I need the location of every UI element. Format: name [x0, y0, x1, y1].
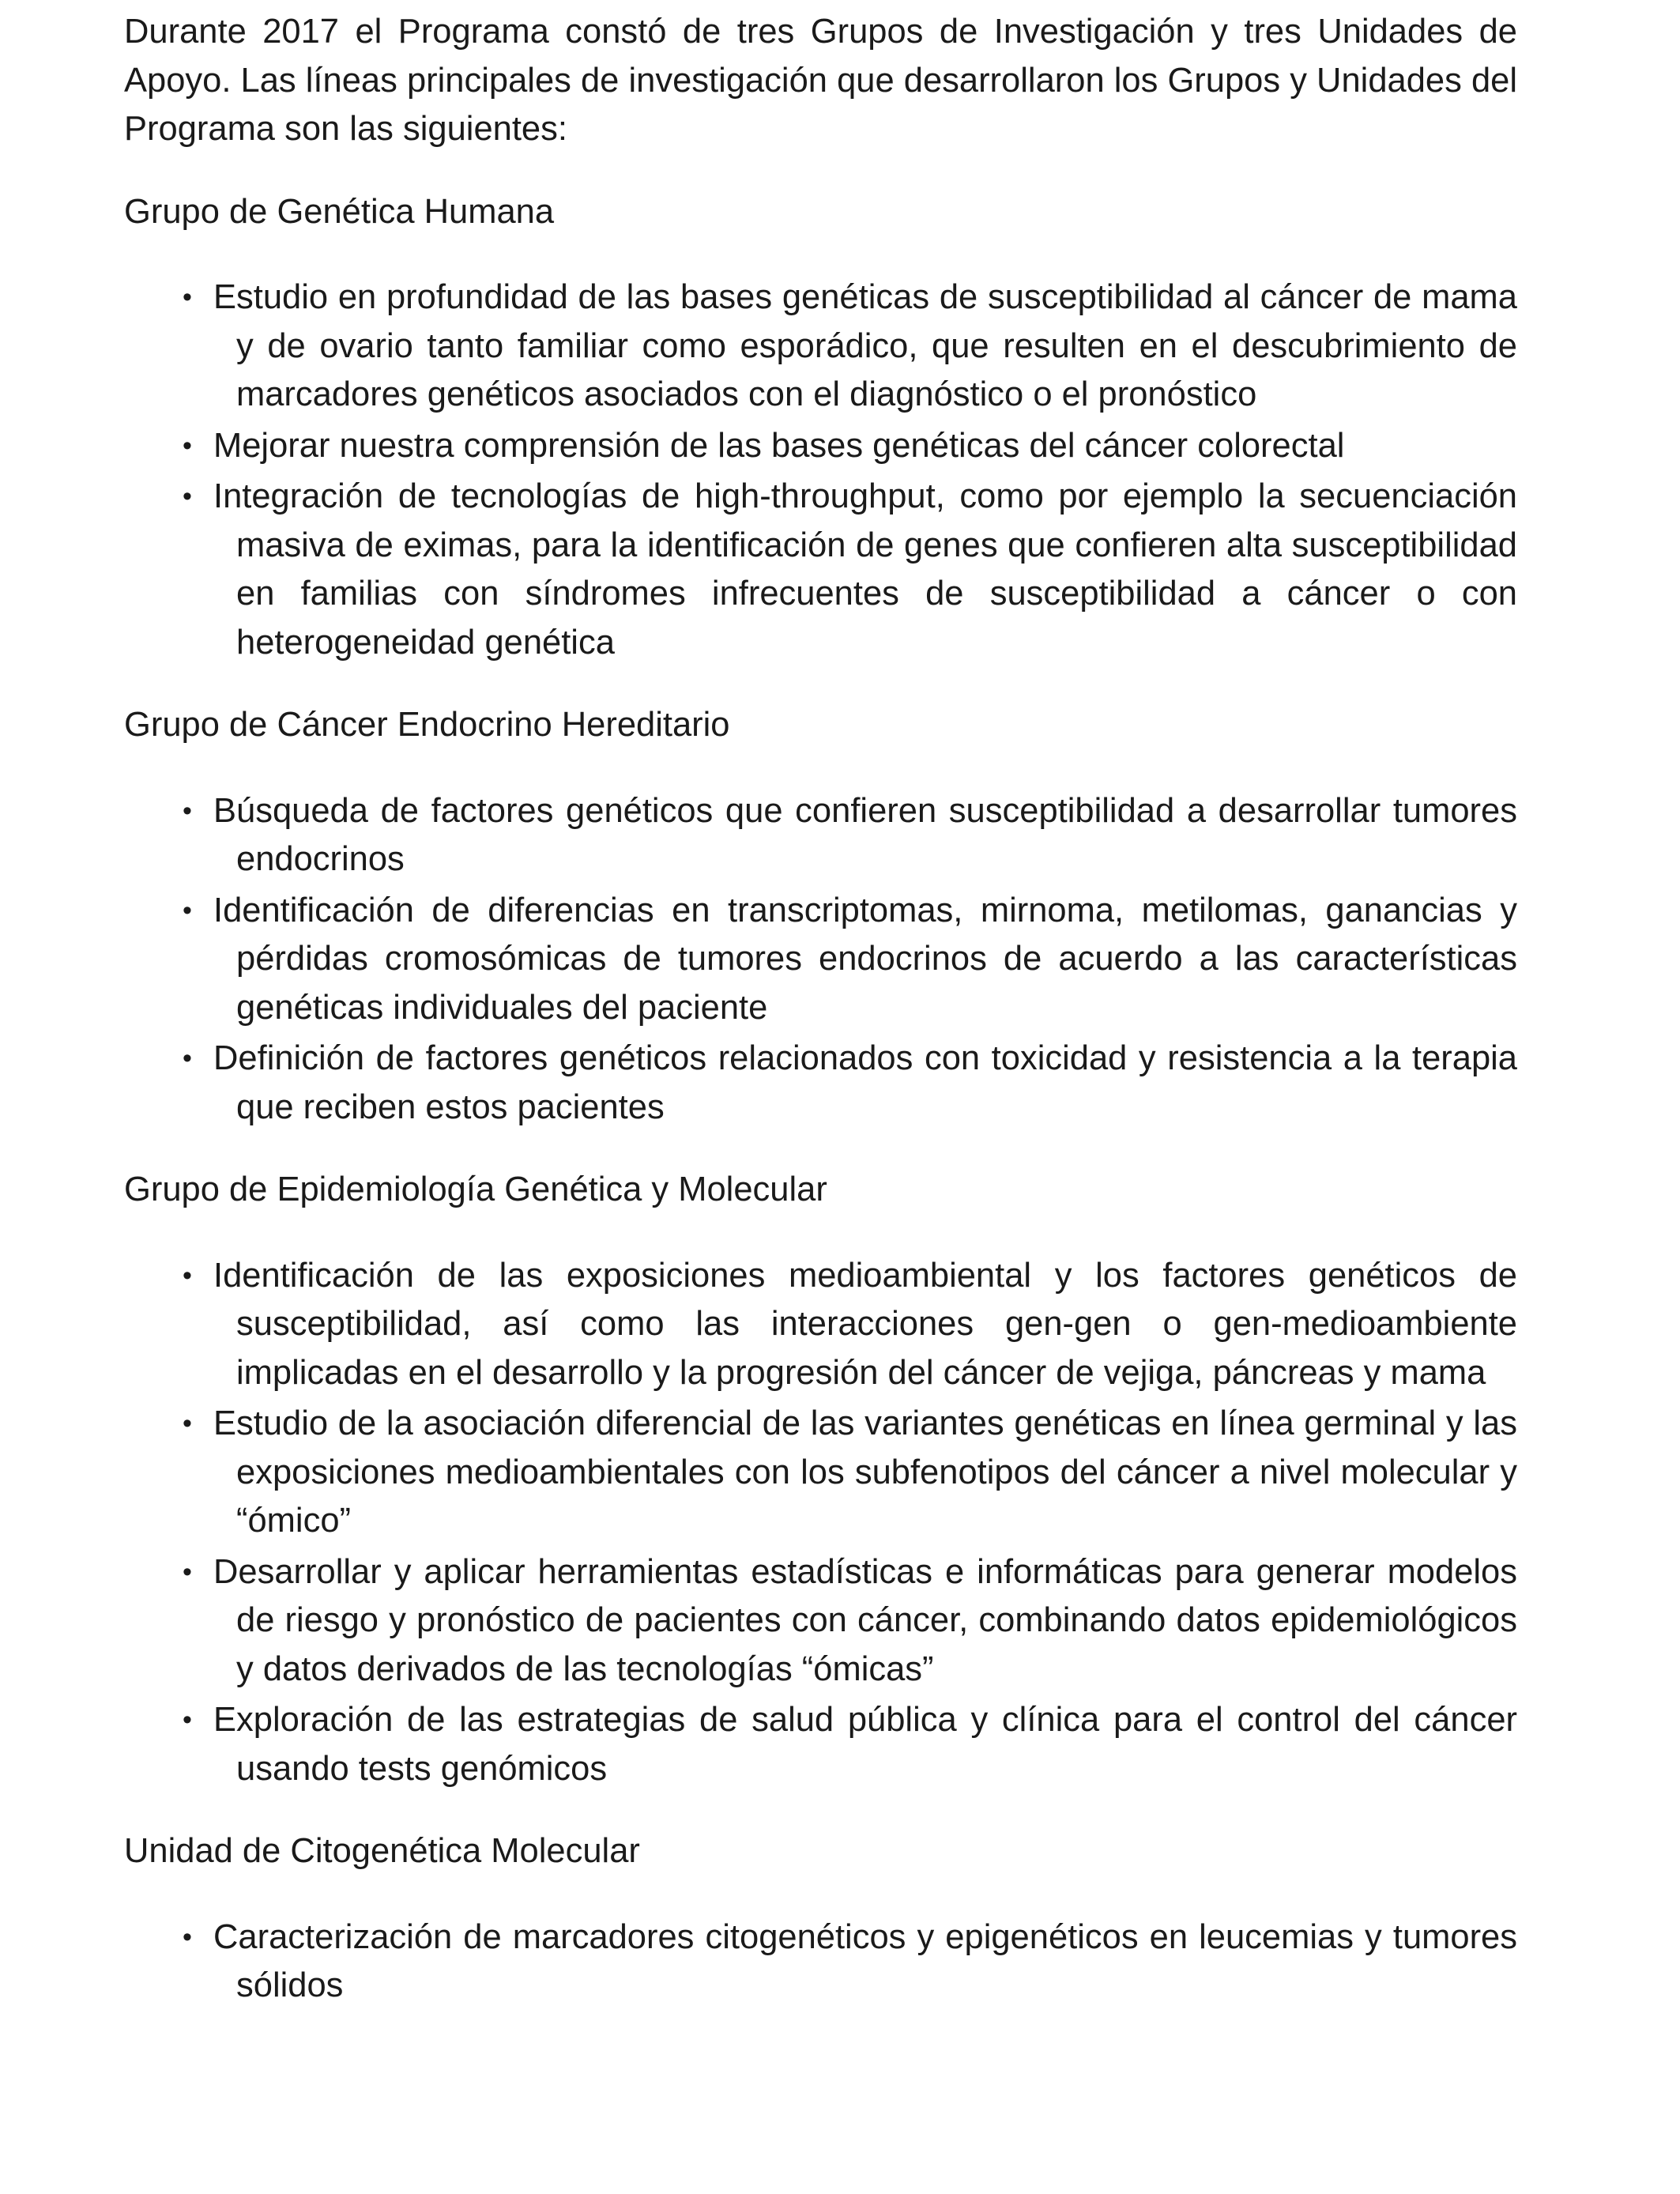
list-item: • Mejorar nuestra comprensión de las bases genéticas del cáncer colorectal [124, 422, 1517, 471]
list-item: • Caracterización de marcadores citogenéticos y epigenéticos en leucemias y tumores sólidos [124, 1913, 1517, 2011]
bullet-list-genetica-humana [124, 273, 1517, 667]
list-item: • Desarrollar y aplicar herramientas estadísticas e informáticas para generar modelos de riesgo y pronóstico de pacientes con cáncer, combinando datos epidemiológicos y datos derivados de las tecnologías “ómicas” [124, 1548, 1517, 1695]
list-item: • Definición de factores genéticos relacionados con toxicidad y resistencia a la terapia que reciben estos pacientes [124, 1035, 1517, 1132]
section-heading-epidemiologia: Grupo de Epidemiología Genética y Molecular [124, 1171, 827, 1208]
list-item: • Estudio en profundidad de las bases genéticas de susceptibilidad al cáncer de mama y de ovario tanto familiar como esporádico, que resulten en el descubrimiento de marcadores genéticos asociados con el diagnóstico o el pronóstico [124, 273, 1517, 420]
bullet-icon [183, 887, 198, 936]
bullet-list-cancer-endocrino [124, 787, 1517, 1133]
list-item: • Identificación de las exposiciones medioambiental y los factores genéticos de susceptibilidad, así como las interacciones gen-gen o gen-medioambiente implicadas en el desarrollo y la progresión del cáncer de vejiga, páncreas y mama [124, 1252, 1517, 1398]
bullet-list-citogenetica [124, 1913, 1517, 2011]
list-item: • Identificación de diferencias en transcriptomas, mirnoma, metilomas, ganancias y pérdidas cromosómicas de tumores endocrinos de acuerdo a las características genéticas individuales del paciente [124, 887, 1517, 1033]
section-heading-citogenetica: Unidad de Citogenética Molecular [124, 1832, 640, 1870]
bullet-icon [183, 422, 198, 471]
document-page [124, 8, 1517, 2013]
bullet-icon [183, 273, 198, 322]
bullet-icon [183, 1400, 198, 1449]
list-item: • Exploración de las estrategias de salud pública y clínica para el control del cáncer usando tests genómicos [124, 1696, 1517, 1793]
bullet-icon [183, 1696, 198, 1745]
bullet-icon [183, 473, 198, 522]
section-heading-genetica-humana: Grupo de Genética Humana [124, 192, 555, 231]
list-item: • Estudio de la asociación diferencial de las variantes genéticas en línea germinal y las exposiciones medioambientales con los subfenotipos del cáncer a nivel molecular y “ómico” [124, 1400, 1517, 1546]
section-heading-cancer-endocrino: Grupo de Cáncer Endocrino Hereditario [124, 706, 730, 744]
bullet-icon [183, 1252, 198, 1301]
list-item: • Búsqueda de factores genéticos que confieren susceptibilidad a desarrollar tumores endocrinos [124, 787, 1517, 884]
bullet-icon [183, 1548, 198, 1597]
bullet-icon [183, 1035, 198, 1084]
intro-paragraph: Durante 2017 el Programa constó de tres Grupos de Investigación y tres Unidades de Apoyo. Las líneas principales de investigación que desarrollaron los Grupos y Unidades del Programa son las siguientes: [124, 13, 1517, 148]
list-item: • Integración de tecnologías de high-throughput, como por ejemplo la secuenciación masiva de eximas, para la identificación de genes que confieren alta susceptibilidad en familias con síndromes infrecuentes de susceptibilidad a cáncer o con heterogeneidad genética [124, 473, 1517, 667]
bullet-icon [183, 1913, 198, 1962]
bullet-icon [183, 787, 198, 836]
bullet-list-epidemiologia [124, 1252, 1517, 1794]
